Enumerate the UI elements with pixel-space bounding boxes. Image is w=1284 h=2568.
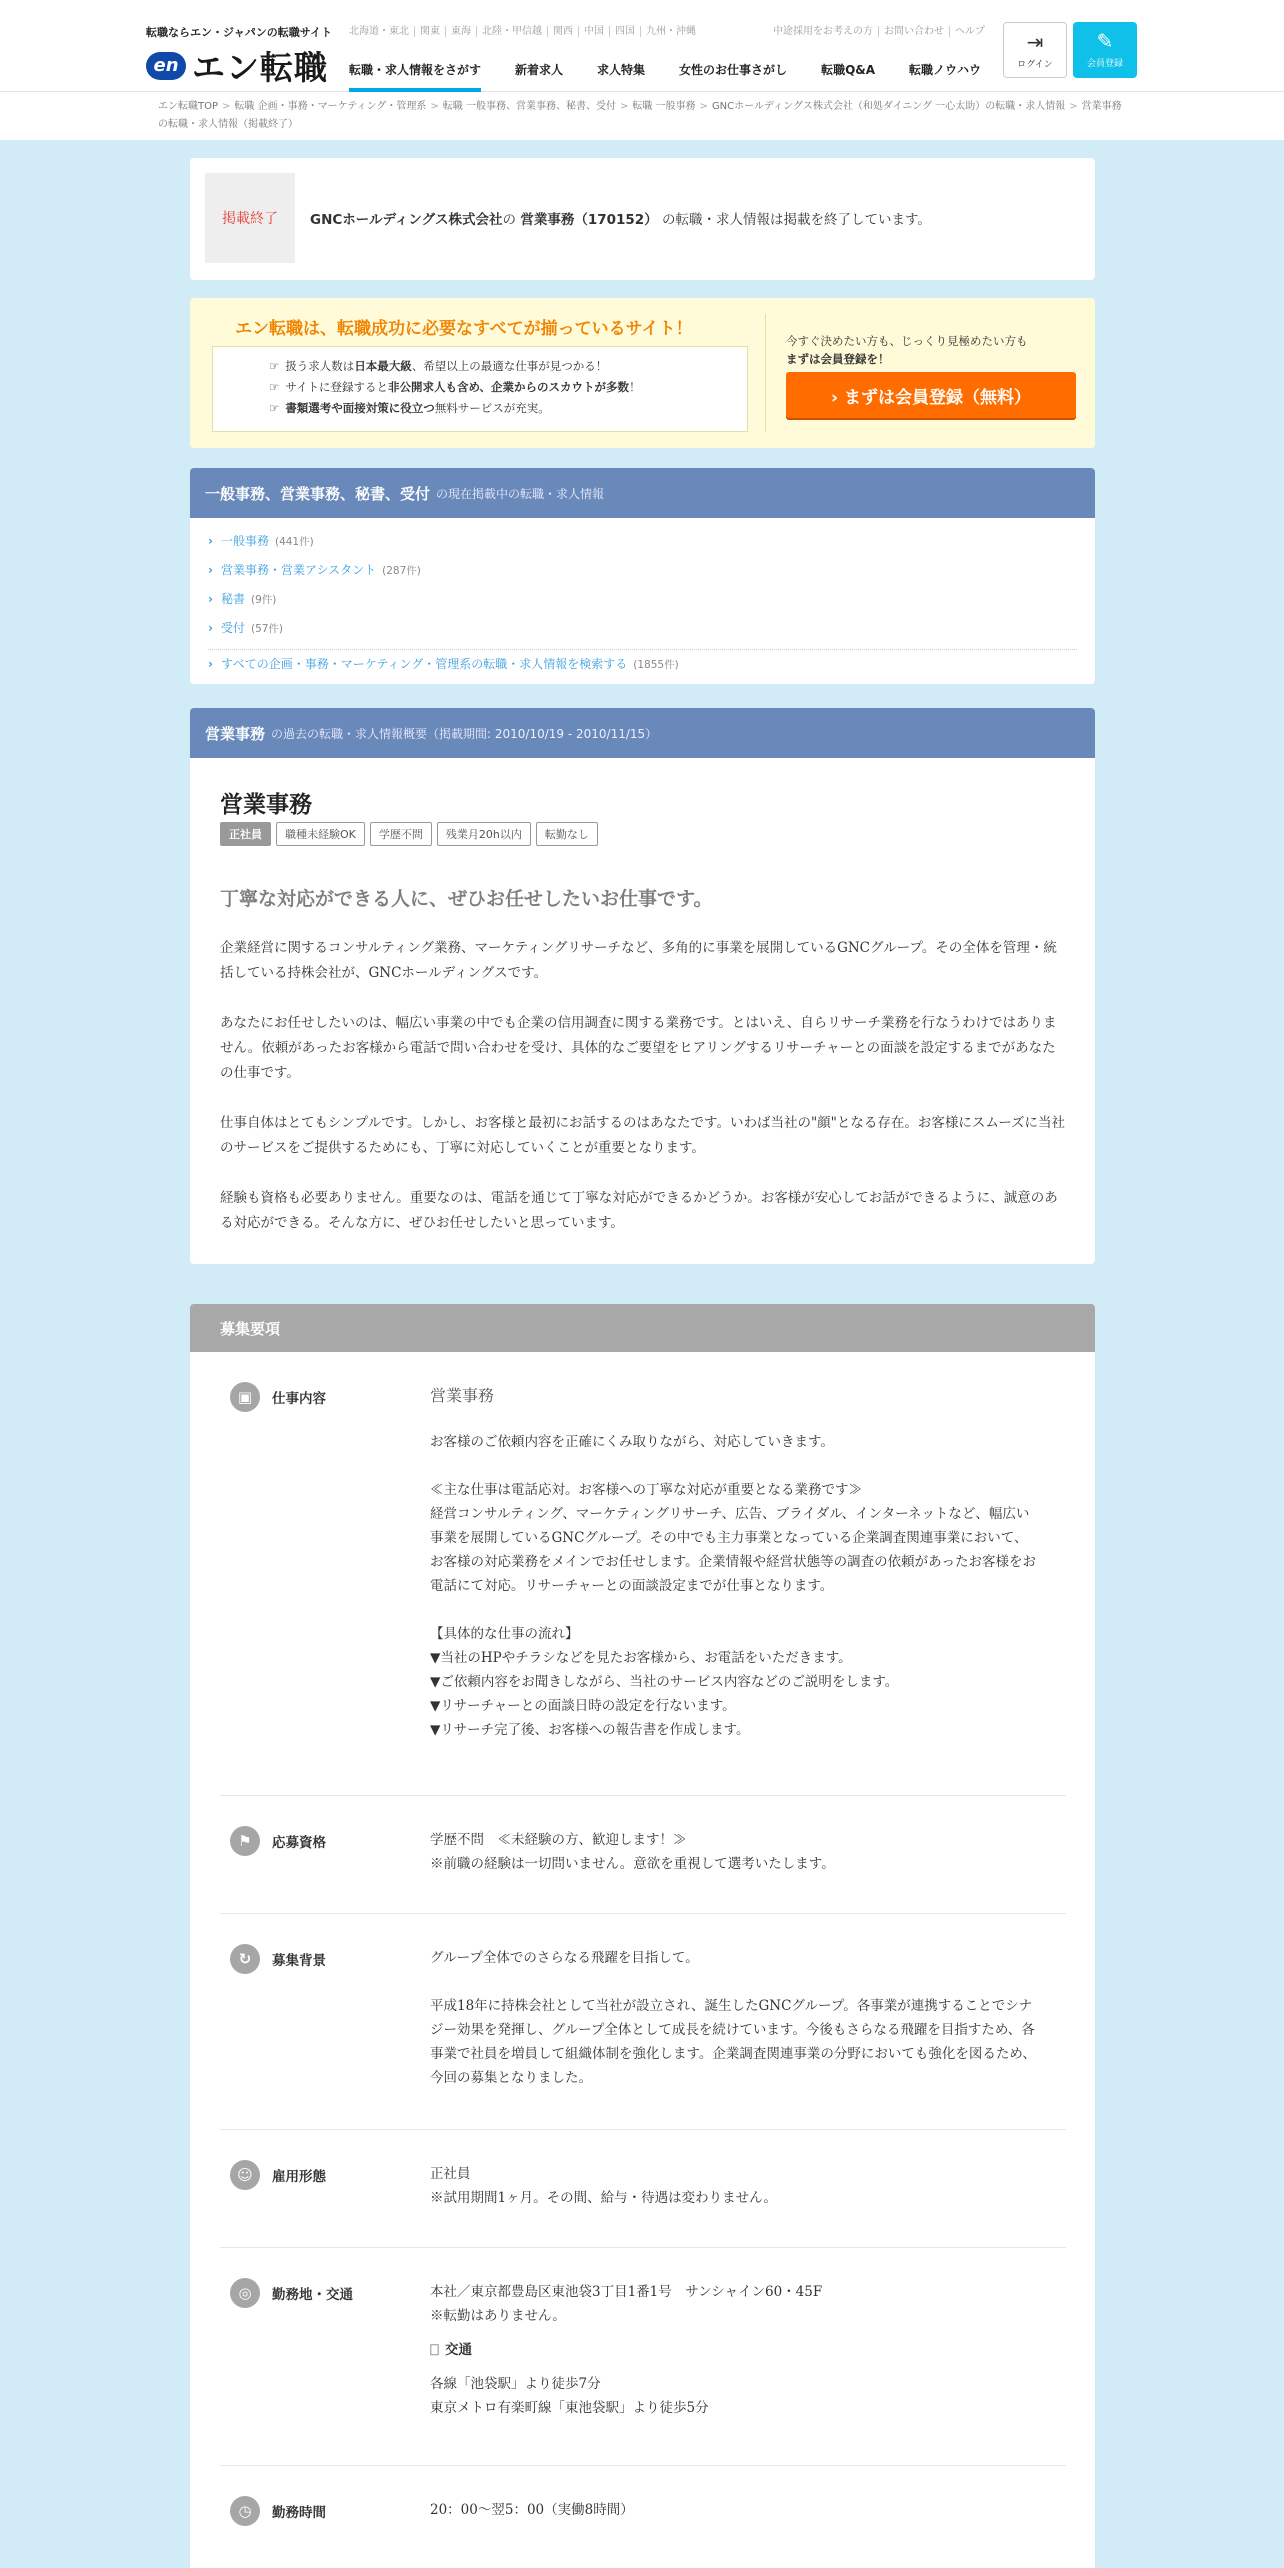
bookmark-icon: ⚑ [230,1826,260,1856]
promo-point: ☞ 書類選考や面接対策に役立つ無料サービスが充実。 [213,398,747,419]
region-link[interactable]: 北海道・東北 [349,26,415,37]
job-name-id: 営業事務（170152） [520,212,658,228]
requirements-header: 募集要項 [190,1304,1095,1352]
req-content: 営業事務 お客様のご依頼内容を正確にくみ取りながら、対応していきます。 ≪主な仕事は電話応対。お客様への丁寧な対応が重要となる業務です≫ 経営コンサルティング、マーケティングリサーチ、広告、ブライダル、インターネットなど、幅広い事業を展開しているGNCグループ。その中でも主力事業となっている企業調査関連事業において、お客様の対応業務をメインでお任せします。企業情報や経営状態等の調査の依頼があったお客様をお電話にて対応。リサーチャーとの面談設定までが仕事となります。 【具体的な仕事の流れ】 ▼当社のHPやチラシなどを見たお客様から、お電話をいただきます。 ▼ご依頼内容をお聞きしながら、当社のサービス内容などのご説明をします。 ▼リサーチャーとの面談日時の設定を行ないます。 ▼リサーチ完了後、お客様への報告書を作成します。 [430,1384,1040,1742]
utility-links [768,26,990,37]
train-icon: ⎕ [430,2341,440,2359]
map-pin-icon: ◎ [230,2278,260,2308]
category-link[interactable]: › 受付 (57件) [208,614,1095,643]
nav-new-jobs[interactable]: 新着求人 [515,63,564,77]
req-row-location: ◎ 勤務地・交通 本社／東京都豊島区東池袋3丁目1番1号 サンシャイン60・45F ※転勤はありません。 ⎕ 交通 各線「池袋駅」より徒歩7分 東京メトロ有楽町線「東池袋駅」より徒歩5分 [220,2248,1066,2466]
region-link[interactable]: 四国 [610,26,641,37]
ended-suffix: の転職・求人情報は掲載を終了しています。 [662,212,931,228]
req-row-background: ↻ 募集背景 グループ全体でのさらなる飛躍を目指して。 平成18年に持株会社として当社が設立され、誕生したGNCグループ。各事業が連携することでシナジー効果を発揮し、グループ全体として成長を続けています。今後もさらなる飛躍を目指すため、各事業で社員を増員して組織体制を強化します。企業調査関連事業の分野においても強化を図るため、今回の募集となりました。 [220,1914,1066,2130]
register-button[interactable] [1073,22,1137,78]
promo-point: ☞ サイトに登録すると非公開求人も含め、企業からのスカウトが多数！ [213,377,747,398]
breadcrumb-link[interactable]: 転職 企画・事務・マーケティング・管理系 [234,101,427,112]
req-subtitle: 営業事務 [430,1386,495,1405]
region-link[interactable]: 関西 [548,26,579,37]
nav-features[interactable]: 求人特集 [597,63,646,77]
summary-header: 営業事務 の過去の転職・求人情報概要（掲載期間: 2010/10/19 - 2010/11/15） [190,708,1095,758]
tag-employment: 正社員 [220,822,271,846]
help-link[interactable]: ヘルプ [955,26,985,37]
nav-search-jobs[interactable]: 転職・求人情報をさがす [349,58,481,92]
summary-paragraph: 仕事自体はとてもシンプルです。しかし、お客様と最初にお話するのはあなたです。いわば当社の"顔"となる存在。お客様にスムーズに当社のサービスをご提供するためにも、丁寧に対応していくことが重要となります。 [220,1115,1066,1156]
global-nav [349,58,1015,92]
tag: 職種未経験OK [276,822,365,846]
briefcase-icon: ▣ [230,1382,260,1412]
person-icon: ☺ [230,2160,260,2190]
category-link[interactable]: › 営業事務・営業アシスタント (287件) [208,556,1095,585]
logo-mark: en [146,52,186,80]
pencil-icon: ✎ [1096,29,1114,53]
req-row-hours: ◷ 勤務時間 20：00～翌5：00（実働8時間） [220,2466,1066,2568]
region-links [349,26,701,37]
tag: 転勤なし [536,822,598,846]
login-button[interactable] [1003,22,1067,78]
region-link[interactable]: 東海 [446,26,477,37]
nav-knowhow[interactable]: 転職ノウハウ [909,63,982,77]
breadcrumb-link[interactable]: 転職 一般事務、営業事務、秘書、受付 [442,101,616,112]
region-link[interactable]: 関東 [415,26,446,37]
site-logo[interactable] [146,42,328,89]
job-summary-panel [190,708,1095,1264]
req-row-employment: ☺ 雇用形態 正社員 ※試用期間1ヶ月。その間、給与・待遇は変わりません。 [220,2130,1066,2248]
listing-ended-notice [190,158,1095,280]
tag: 残業月20h以内 [437,822,531,846]
logo-text: エン転職 [192,48,328,87]
clock-icon: ◷ [230,2496,260,2526]
login-icon: ⇥ [1026,30,1044,54]
promo-side-text: 今すぐ決めたい方も、じっくり見極めたい方も まずは会員登録を！ [786,334,1028,366]
search-all-link[interactable]: › すべての企画・事務・マーケティング・管理系の転職・求人情報を検索する (1855件) [208,650,1095,679]
category-link[interactable]: › 秘書 (9件) [208,585,1095,614]
nav-qa[interactable]: 転職Q&A [821,63,876,77]
summary-paragraph: 経験も資格も必要ありません。重要なのは、電話を通じて丁寧な対応ができるかどうか。お客様が安心してお話ができるように、誠意のある対応ができる。そんな方に、ぜひお任せしたいと思っています。 [220,1190,1058,1231]
summary-body [220,936,1066,1261]
requirements-panel [190,1304,1095,2568]
category-link[interactable]: › 一般事務 (441件) [208,527,1095,556]
job-tags [220,822,603,846]
transit-heading: ⎕ 交通 [430,2338,1040,2362]
promo-points [212,346,748,432]
ended-badge: 掲載終了 [205,173,295,263]
req-row-qualification: ⚑ 応募資格 学歴不問 ≪未経験の方、歓迎します！≫ ※前職の経験は一切問いません。意欲を重視して選考いたします。 [220,1796,1066,1914]
register-label: 会員登録 [1086,59,1123,69]
ended-message: GNCホールディングス株式会社の 営業事務（170152） の転職・求人情報は掲載を終了しています。 [310,212,931,228]
breadcrumb-current: 営業事務の転職・求人情報（掲載終了） [158,101,1122,130]
listings-header: 一般事務、営業事務、秘書、受付 の現在掲載中の転職・求人情報 [190,468,1095,518]
promo-banner [190,298,1095,448]
breadcrumb-link[interactable]: 転職 一般事務 [632,101,696,112]
req-row-job [220,1352,1066,1796]
promo-point: ☞ 扱う求人数は日本最大級、希望以上の最適な仕事が見つかる！ [213,356,747,377]
refresh-icon: ↻ [230,1944,260,1974]
region-link[interactable]: 北陸・甲信越 [477,26,548,37]
site-header [0,0,1284,92]
region-link[interactable]: 中国 [579,26,610,37]
login-label: ログイン [1017,60,1053,70]
breadcrumb: エン転職TOP > 転職 企画・事務・マーケティング・管理系 > 転職 一般事務、営業事務、秘書、受付 > 転職 一般事務 > GNCホールディングス株式会社（和処ダイニング 一心太助）の転職・求人情報 > 営業事務の転職・求人情報（掲載終了） [0,92,1284,140]
job-title: 営業事務 [220,792,312,818]
current-listings-panel [190,468,1095,684]
register-cta-button[interactable]: › まずは会員登録（無料） [786,372,1076,418]
catch-copy: 丁寧な対応ができる人に、ぜひお任せしたいお仕事です。 [220,888,713,910]
contact-link[interactable]: お問い合わせ [879,26,950,37]
summary-paragraph: 企業経営に関するコンサルティング業務、マーケティングリサーチなど、多角的に事業を展開しているGNCグループ。その全体を管理・統括している持株会社が、GNCホールディングスです。 [220,940,1057,981]
promo-title: エン転職は、転職成功に必要なすべてが揃っているサイト！ [235,319,693,339]
company-name: GNCホールディングス株式会社 [310,212,503,228]
region-link[interactable]: 九州・沖縄 [646,26,696,37]
summary-paragraph: あなたにお任せしたいのは、幅広い事業の中でも企業の信用調査に関する業務です。とはいえ、自らリサーチ業務を行なうわけではありません。依頼があったお客様から電話で問い合わせを受け、具体的なご要望をヒアリングするリサーチャーとの面談を設定するまでがあなたの仕事です。 [220,1015,1057,1081]
req-label: 仕事内容 [272,1391,326,1407]
breadcrumb-link[interactable]: GNCホールディングス株式会社（和処ダイニング 一心太助）の転職・求人情報 [711,101,1066,112]
tag: 学歴不問 [370,822,432,846]
employer-link[interactable]: 中途採用をお考えの方 [768,26,879,37]
nav-women-jobs[interactable]: 女性のお仕事さがし [679,63,788,77]
site-tagline: 転職ならエン・ジャパンの転職サイト [146,26,333,39]
breadcrumb-link[interactable]: エン転職TOP [158,101,219,112]
